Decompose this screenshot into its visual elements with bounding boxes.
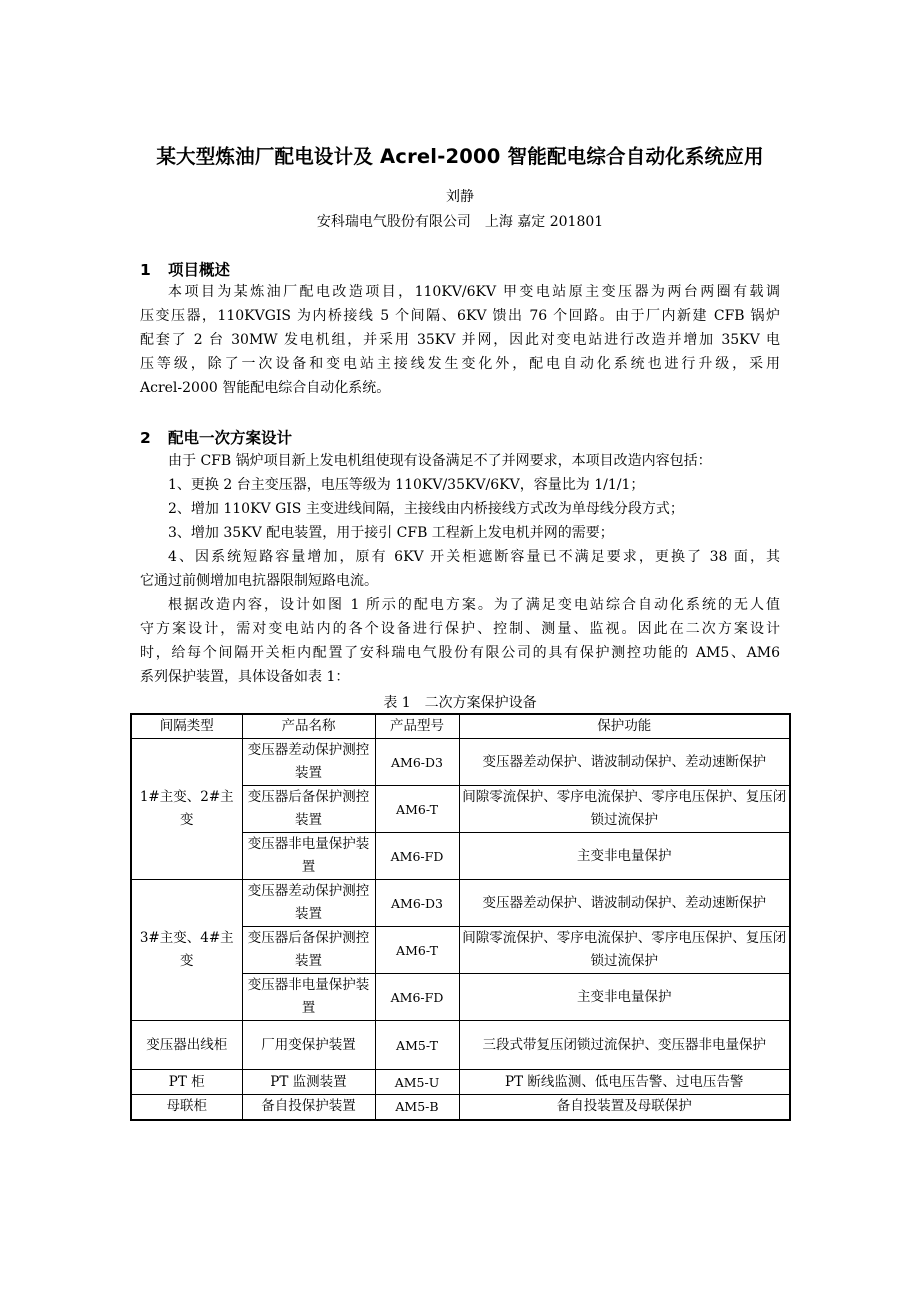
product-name-cell: 变压器差动保护测控装置	[242, 880, 375, 927]
product-name-cell: 备自投保护装置	[242, 1095, 375, 1120]
product-model-cell: AM6-T	[375, 927, 459, 974]
product-model-cell: AM6-FD	[375, 833, 459, 880]
protection-function-cell: 间隙零流保护、零序电流保护、零序电压保护、复压闭锁过流保护	[459, 786, 790, 833]
paragraph-line: 守方案设计，需对变电站内的各个设备进行保护、控制、测量、监视。因此在二次方案设计	[140, 621, 780, 637]
product-name-cell: 变压器非电量保护装置	[242, 833, 375, 880]
product-name-cell: PT 监测装置	[242, 1070, 375, 1095]
product-model-cell: AM5-B	[375, 1095, 459, 1120]
paper-title: 某大型炼油厂配电设计及 Acrel-2000 智能配电综合自动化系统应用	[156, 145, 764, 168]
protection-function-cell: 变压器差动保护、谐波制动保护、差动速断保护	[459, 739, 790, 786]
product-model-cell: AM6-D3	[375, 880, 459, 927]
paragraph-line: 系列保护装置，具体设备如表 1：	[140, 669, 350, 685]
table-caption: 表 1 二次方案保护设备	[383, 695, 537, 711]
product-model-cell: AM6-D3	[375, 739, 459, 786]
product-name-cell: 变压器后备保护测控装置	[242, 927, 375, 974]
product-name-cell: 变压器非电量保护装置	[242, 974, 375, 1021]
product-name-cell: 厂用变保护装置	[242, 1021, 375, 1070]
section-number: 1	[140, 261, 151, 279]
product-model-cell: AM6-FD	[375, 974, 459, 1021]
protection-function-cell: 主变非电量保护	[459, 833, 790, 880]
product-model-cell: AM5-T	[375, 1021, 459, 1070]
group-cell: 3#主变、4#主变	[131, 880, 242, 1021]
paragraph-line: 本项目为某炼油厂配电改造项目，110KV/6KV 甲变电站原主变压器为两台两圈有载调	[168, 284, 780, 300]
author-name: 刘静	[446, 189, 474, 205]
paragraph-line: 时，给每个间隔开关柜内配置了安科瑞电气股份有限公司的具有保护测控功能的 AM5、AM6	[140, 645, 780, 661]
protection-function-cell: 主变非电量保护	[459, 974, 790, 1021]
column-header: 间隔类型	[131, 714, 242, 739]
product-model-cell: AM5-U	[375, 1070, 459, 1095]
table-header-row	[131, 714, 790, 739]
list-item: 4、因系统短路容量增加，原有 6KV 开关柜遮断容量已不满足要求，更换了 38 面，其	[168, 549, 780, 565]
table-row	[131, 739, 790, 786]
protection-function-cell: 三段式带复压闭锁过流保护、变压器非电量保护	[459, 1021, 790, 1070]
protection-function-cell: PT 断线监测、低电压告警、过电压告警	[459, 1070, 790, 1095]
list-item: 3、增加 35KV 配电装置，用于接引 CFB 工程新上发电机并网的需要；	[168, 525, 614, 541]
product-model-cell: AM6-T	[375, 786, 459, 833]
list-item: 1、更换 2 台主变压器，电压等级为 110KV/35KV/6KV，容量比为 1/1/1；	[168, 477, 645, 493]
protection-equipment-table	[130, 713, 791, 1121]
section-title: 项目概述	[168, 261, 231, 279]
list-item: 2、增加 110KV GIS 主变进线间隔，主接线由内桥接线方式改为单母线分段方式；	[168, 501, 684, 517]
paragraph-line: 压变压器，110KVGIS 为内桥接线 5 个间隔、6KV 馈出 76 个回路。由于厂内新建 CFB 锅炉	[140, 308, 780, 324]
section-2-heading	[140, 426, 292, 448]
product-name-cell: 变压器后备保护测控装置	[242, 786, 375, 833]
protection-function-cell: 备自投装置及母联保护	[459, 1095, 790, 1120]
column-header: 保护功能	[459, 714, 790, 739]
section-title: 配电一次方案设计	[168, 429, 293, 447]
table-row	[131, 880, 790, 927]
table-row	[131, 1070, 790, 1095]
paragraph-line: 由于 CFB 锅炉项目新上发电机组使现有设备满足不了并网要求，本项目改造内容包括：	[168, 453, 712, 469]
table-row	[131, 1095, 790, 1120]
product-name-cell: 变压器差动保护测控装置	[242, 739, 375, 786]
paragraph-line: 它通过前侧增加电抗器限制短路电流。	[140, 573, 378, 589]
section-number: 2	[140, 429, 151, 447]
paragraph-line: Acrel-2000 智能配电综合自动化系统。	[140, 380, 391, 396]
group-cell: 变压器出线柜	[131, 1021, 242, 1070]
paragraph-line: 根据改造内容，设计如图 1 所示的配电方案。为了满足变电站综合自动化系统的无人值	[168, 597, 780, 613]
protection-function-cell: 间隙零流保护、零序电流保护、零序电压保护、复压闭锁过流保护	[459, 927, 790, 974]
paragraph-line: 压等级，除了一次设备和变电站主接线发生变化外，配电自动化系统也进行升级，采用	[140, 356, 780, 372]
group-cell: 1#主变、2#主变	[131, 739, 242, 880]
column-header: 产品型号	[375, 714, 459, 739]
protection-function-cell: 变压器差动保护、谐波制动保护、差动速断保护	[459, 880, 790, 927]
paragraph-line: 配套了 2 台 30MW 发电机组，并采用 35KV 并网，因此对变电站进行改造并增加 35KV 电	[140, 332, 780, 348]
section-1-heading	[140, 258, 230, 280]
group-cell: 母联柜	[131, 1095, 242, 1120]
group-cell: PT 柜	[131, 1070, 242, 1095]
column-header: 产品名称	[242, 714, 375, 739]
author-affiliation: 安科瑞电气股份有限公司 上海 嘉定 201801	[316, 214, 604, 230]
table-row	[131, 1021, 790, 1070]
